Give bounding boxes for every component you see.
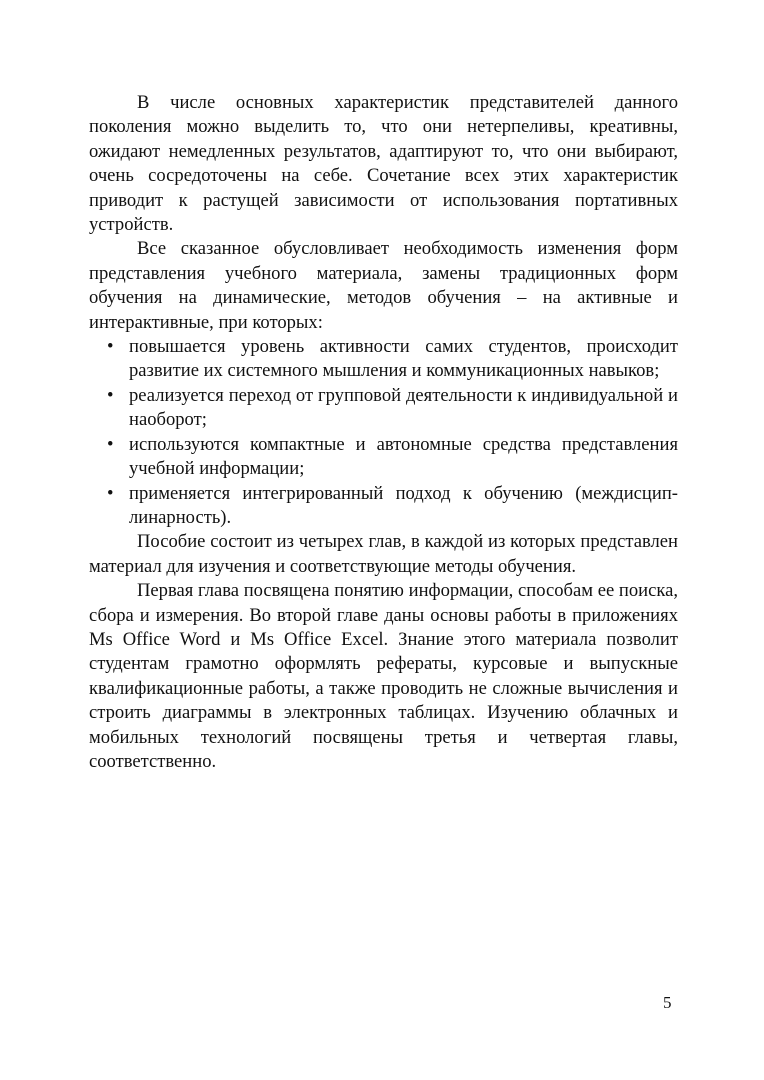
paragraph-generation-traits: В числе основных характеристик представителей данного поколения можно выделить то, что они нетерпеливы, креативны, ожидают немедленных результатов, адаптируют то, что они выбирают, очень сосредоточены на себе. Сочетание всех этих характеристик приводит к растущей зависимости от использования портативных устройств. bbox=[89, 92, 678, 236]
list-item bbox=[89, 384, 678, 433]
list-item bbox=[89, 433, 678, 482]
paragraph-teaching-forms: Все сказанное обусловливает необходимость изменения форм представления учебного материала, замены традиционных форм обучения на динамические, методов обучения – на активные и интерактивные, при которых: bbox=[89, 238, 678, 333]
bullet-list bbox=[89, 335, 678, 530]
list-item-text: реализуется переход от групповой деятельности к индивидуальной и наоборот; bbox=[129, 384, 678, 431]
paragraph-manual-structure: Пособие состоит из четырех глав, в каждой из которых представлен материал для изучения и соответствующие методы обучения. bbox=[89, 531, 678, 577]
page-number: 5 bbox=[663, 993, 672, 1012]
list-item bbox=[89, 482, 678, 531]
list-item-text: применяется интегрированный подход к обучению (междисциплинарность). bbox=[129, 482, 678, 528]
bullet-icon: • bbox=[107, 336, 114, 358]
body-text bbox=[89, 91, 678, 774]
list-item-text: используются компактные и автономные средства представления учебной информации; bbox=[129, 433, 678, 480]
list-item bbox=[89, 335, 678, 384]
bullet-icon: • bbox=[107, 482, 114, 504]
bullet-icon: • bbox=[107, 384, 114, 406]
bullet-icon: • bbox=[107, 433, 114, 455]
list-item-text: повышается уровень активности самих студентов, происходит развитие их системного мышления и коммуникационных навыков; bbox=[129, 336, 678, 382]
paragraph-chapters-overview: Первая глава посвящена понятию информации, способам ее поиска, сбора и измерения. Во второй главе даны основы работы в приложениях Ms Office Word и Ms Office Excel. Знание этого материала позволит студентам грамотно оформлять рефераты, курсовые и выпускные квалификационные работы, а также проводить не сложные вычисления и строить диаграммы в электронных таблицах. Изучению облачных и мобильных технологий посвящены третья и четвертая главы, соответственно. bbox=[89, 580, 678, 772]
